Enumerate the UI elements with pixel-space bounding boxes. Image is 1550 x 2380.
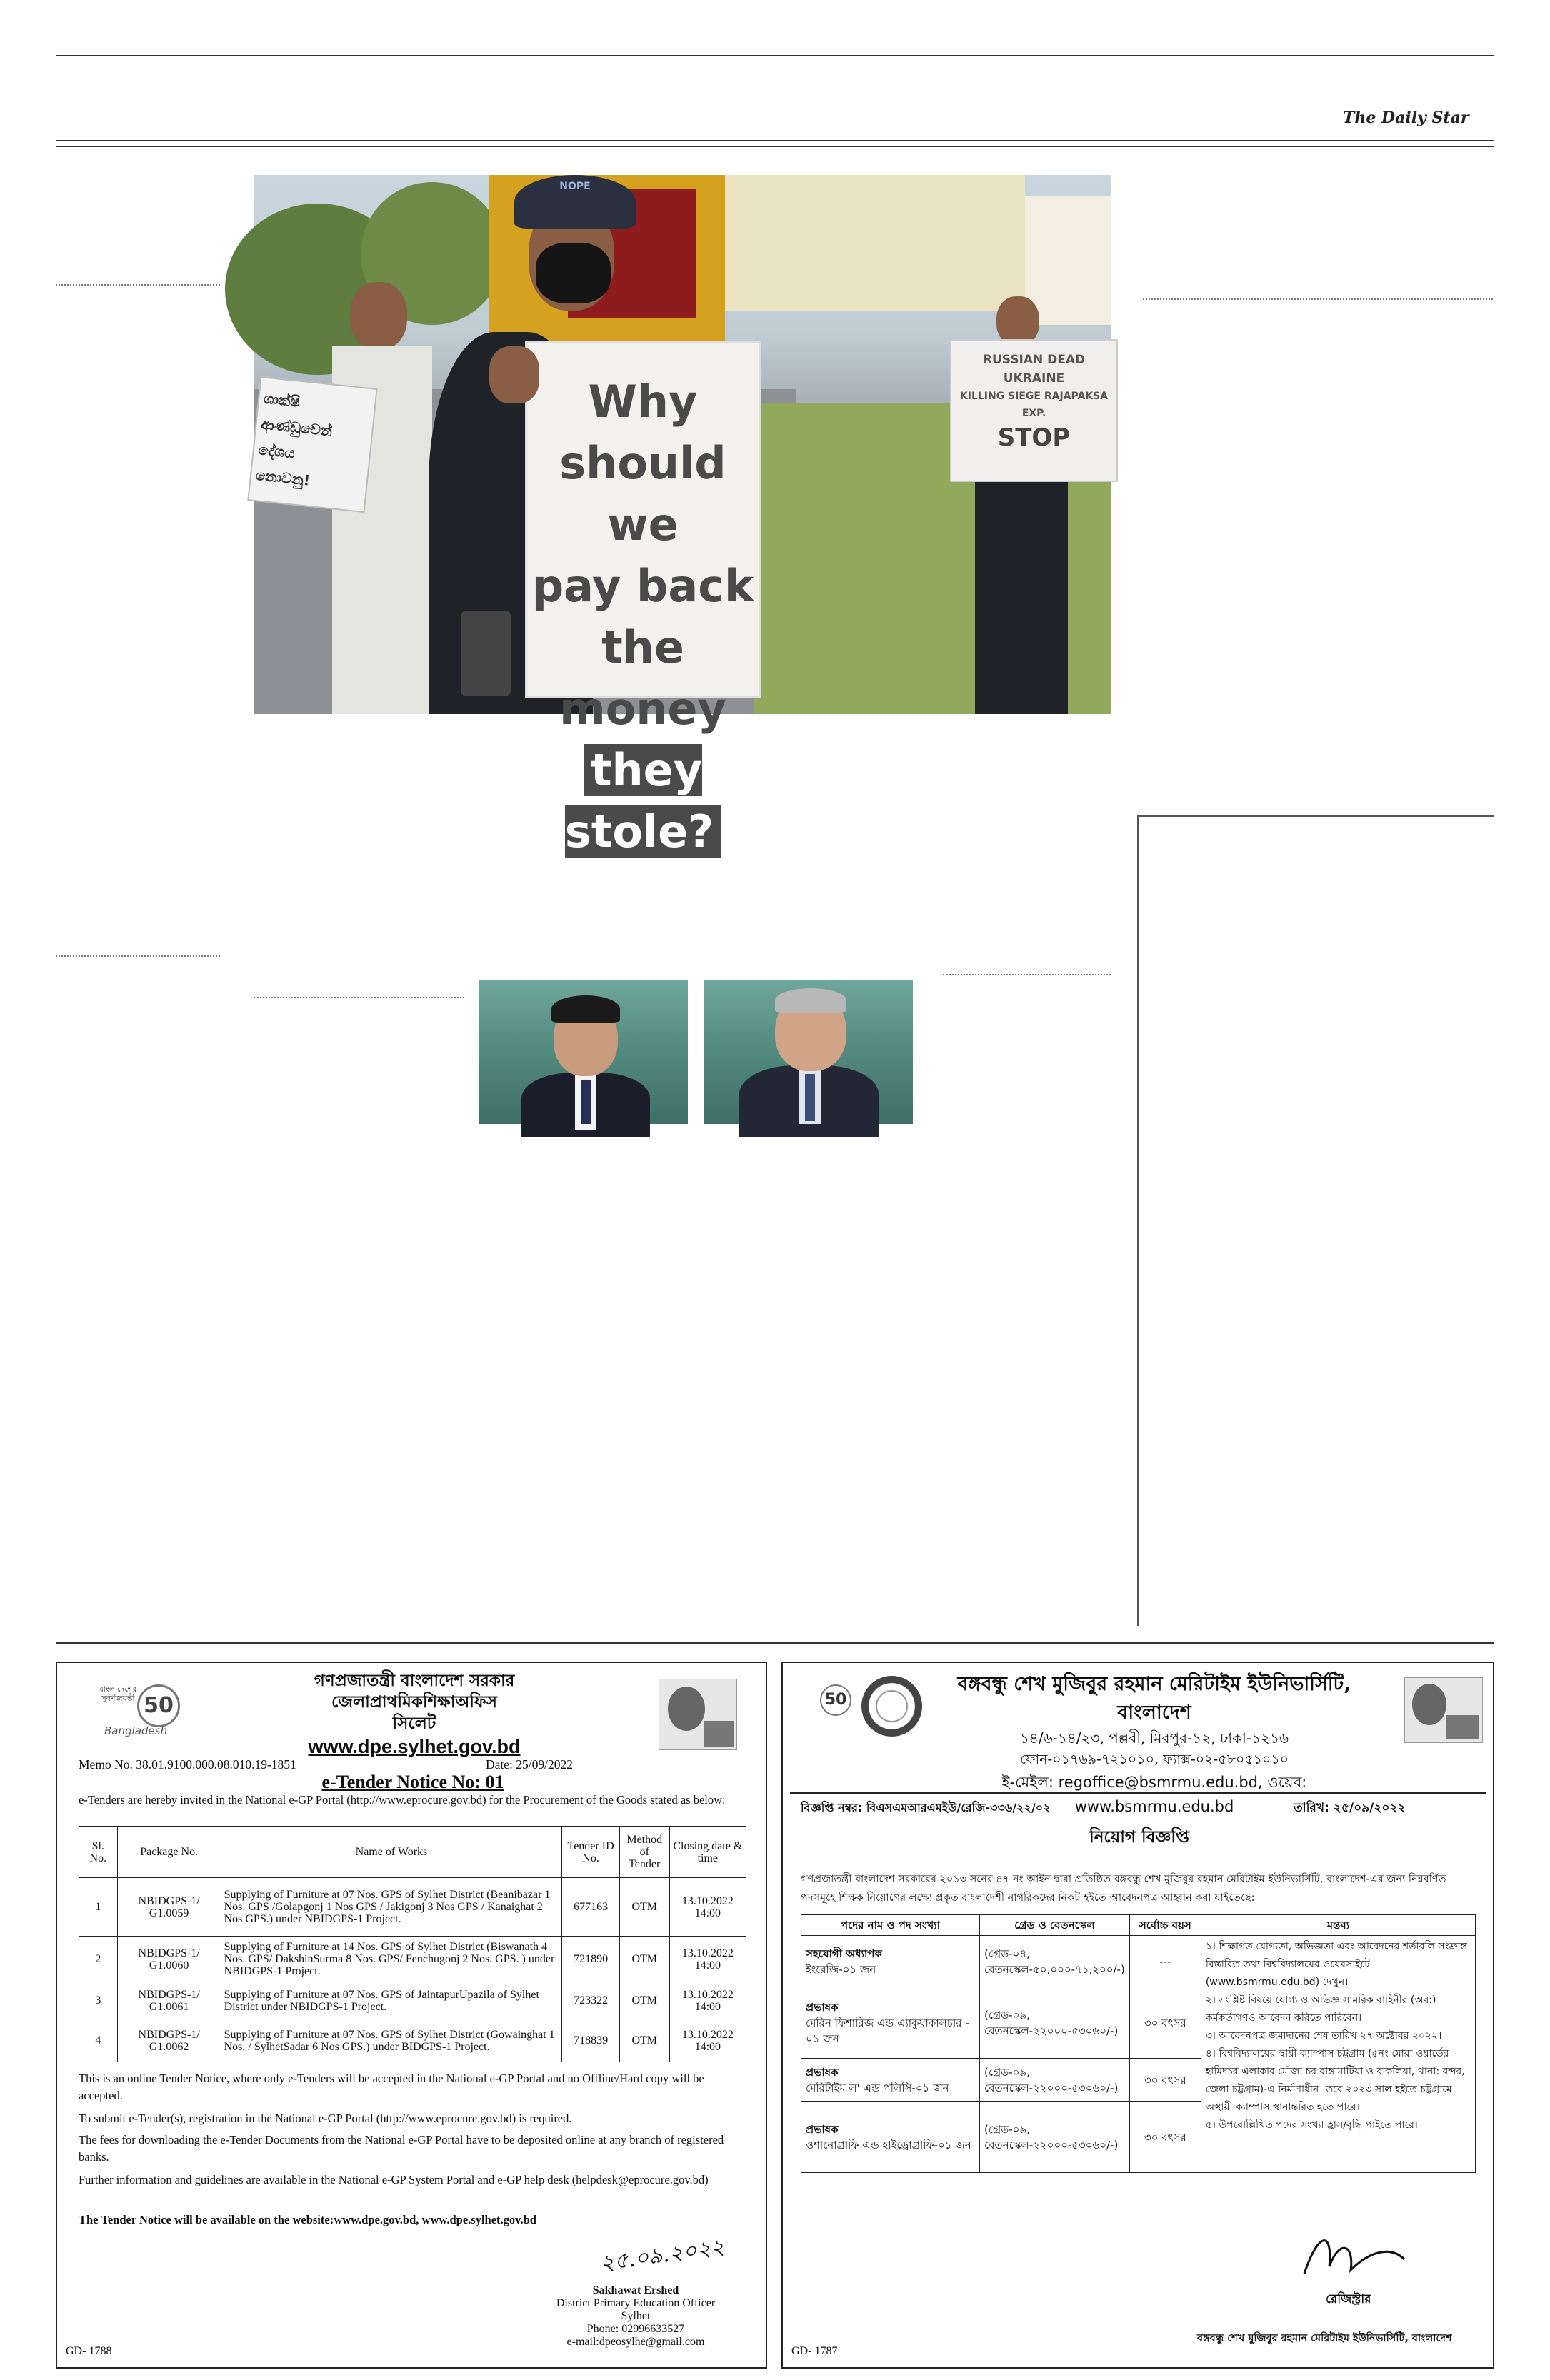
left-man-head [350, 282, 407, 350]
closing-time: 14:00 [694, 1907, 721, 1919]
post-title: প্রভাষক [806, 2122, 839, 2136]
logo-text: Bangladesh [104, 1724, 167, 1737]
portrait-tie [581, 1080, 591, 1124]
closing-time: 14:00 [694, 2000, 721, 2013]
officer-block [514, 2284, 757, 2349]
cell-post [801, 2059, 980, 2102]
university-header [926, 1670, 1383, 1819]
table-row [79, 1937, 746, 1982]
tender-para: The Tender Notice will be available on the website:www.dpe.gov.bd, www.dpe.sylhet.gov.bd [79, 2213, 536, 2226]
notice-title: e-Tender Notice No: 01 [321, 1772, 504, 1792]
protest-sign [525, 341, 761, 858]
cell-age: ৩০ বৎসর [1129, 1987, 1201, 2059]
col-works: Name of Works [221, 1827, 562, 1878]
post-name: ওশানোগ্রাফি এন্ড হাইড্রোগ্রাফি-০১ জন [806, 2138, 971, 2151]
cell-age: ৩০ বৎসর [1129, 2059, 1201, 2102]
cell-age: ৩০ বৎসর [1129, 2102, 1201, 2173]
recruitment-table-header [801, 1915, 1476, 1936]
registrar-role: রেজিস্ট্রার [1326, 2292, 1371, 2306]
university-email[interactable]: ই-মেইল: regoffice@bsmrmu.edu.bd, ওয়েব: www.bsmrmu.edu.bd [1001, 1774, 1307, 1815]
tender-para: Further information and guidelines are available in the National e-GP System Portal and e-GP help desk (helpdesk@eprocure.gov.bd) [79, 2173, 709, 2186]
ad-header-line: সিলেট [392, 1714, 436, 1733]
bangladesh-50-logo [93, 1679, 186, 1754]
remark-item: ৪। বিশ্ববিদ্যালয়ের স্থায়ী ক্যাম্পাস চট্টগ্রাম (৫নং মোরা ওয়ার্ডের হামিদচর এলাকার মৌজা চর রাঙ্গামাটিয়া ও বাকলিয়া, থানা: বন্দর, জেলা চট্টগ্রাম)-এ নির্মাণাধীন। তবে ২০২৩ সাল হইতে চট্টগ্রামে অস্থায়ী ক্যাম্পাস স্থানান্তরিত হতে পারে। [1205, 2048, 1465, 2113]
cell-sl: 4 [79, 2019, 118, 2062]
cell-works: Supplying of Furniture at 07 Nos. GPS of JaintapurUpazila of Sylhet District under NBIDGPS-1 Project. [221, 1982, 562, 2019]
mujib-100-logo [1404, 1677, 1483, 1743]
registrar-org: বঙ্গবন্ধু শেখ মুজিবুর রহমান মেরিটাইম ইউনিভার্সিটি, বাংলাদেশ [1197, 2333, 1452, 2344]
closing-time: 14:00 [694, 1959, 721, 1972]
university-title: বঙ্গবন্ধু শেখ মুজিবুর রহমান মেরিটাইম ইউনিভার্সিটি, বাংলাদেশ [957, 1673, 1351, 1724]
remark-item: ১। শিক্ষাগত যোগ্যতা, অভিজ্ঞতা এবং আবেদনের শর্তাবলি সংক্রান্ত বিস্তারিত তথ্য বিশ্ববিদ্যালয়ের ওয়েবসাইটে (www.bsmrmu.edu.bd) দেখুন। [1205, 1941, 1468, 1988]
right-box-top-border [1137, 815, 1494, 817]
cap-text: NOPE [559, 181, 591, 192]
post-name: ইংরেজি-০১ জন [806, 1962, 876, 1976]
university-phone: ফোন-০১৭৬৯-৭২১০১০, ফ্যাক্স-০২-৫৮০৫১০১০ [1019, 1752, 1289, 1767]
ad-website[interactable]: www.dpe.sylhet.gov.bd [308, 1736, 521, 1757]
officer-signature: ২৫.০৯.২০২২ [599, 2234, 726, 2277]
cell-tender-id: 721890 [562, 1937, 620, 1982]
portrait-photo-left [479, 980, 688, 1124]
protester-cap [514, 175, 636, 229]
cell-tender-id: 677163 [562, 1878, 620, 1937]
tender-para: The fees for downloading the e-Tender Documents from the National e-GP Portal have to be deposited online at any branch of registered banks. [79, 2133, 724, 2164]
tender-table-header [79, 1827, 746, 1878]
portrait-hair [551, 995, 620, 1023]
cell-grade: (গ্রেড-০৯, বেতনস্কেল-২২০০০-৫৩০৬০/-) [980, 2059, 1130, 2102]
cell-method: OTM [619, 1878, 669, 1937]
post-title: প্রভাষক [806, 2065, 839, 2079]
cell-works: Supplying of Furniture at 07 Nos. GPS of Sylhet District (Gowainghat 1 Nos. / SylhetSadar 6 Nos GPS.) under BIDGPS-1 Project. [221, 2019, 562, 2062]
closing-date: 13.10.2022 [681, 1947, 734, 1959]
closing-date: 13.10.2022 [681, 1894, 734, 1907]
mujib-portrait-icon [668, 1687, 705, 1731]
cell-package: NBIDGPS-1/ G1.0062 [117, 2019, 221, 2062]
cell-closing [669, 1878, 746, 1937]
table-row [79, 1878, 746, 1937]
memo-date: Date: 25/09/2022 [486, 1757, 573, 1772]
post-name: মেরিটাইম ল' এন্ড পলিসি-০১ জন [806, 2081, 949, 2094]
left-sign-line: ශාක්ෂි [263, 389, 301, 411]
sign-line: Why [588, 376, 698, 428]
col-package: Package No. [117, 1827, 221, 1878]
column-divider-center-1 [254, 997, 464, 998]
sign-line: the money [559, 621, 726, 735]
officer-title: District Primary Education Officer [556, 2297, 716, 2309]
cell-remarks [1201, 1936, 1475, 2173]
cell-closing [669, 2019, 746, 2062]
mujib-100-mark [704, 1721, 734, 1747]
recruitment-notice-ad [781, 1662, 1494, 2369]
tender-para: To submit e-Tender(s), registration in the National e-GP Portal (http://www.eprocure.gov.bd) is required. [79, 2112, 572, 2125]
remark-item: ৩। আবেদনপত্র জমাদানের শেষ তারিখ ২৭ অক্টোবর ২০২২। [1205, 2030, 1442, 2042]
left-sign-line: දේශය [257, 441, 296, 462]
col-closing: Closing date & time [669, 1827, 746, 1878]
col-age: সর্বোচ্চ বয়স [1129, 1915, 1201, 1936]
post-title: প্রভাষক [806, 2000, 839, 2014]
cell-age: --- [1129, 1936, 1201, 1987]
table-row [79, 2019, 746, 2062]
notice-intro: e-Tenders are hereby invited in the National e-GP Portal (http://www.eprocure.gov.bd) for the Procurement of the Goods stated as below: [79, 1793, 726, 1807]
cell-tender-id: 718839 [562, 2019, 620, 2062]
remark-item: ২। সংশ্লিষ্ট বিষয়ে যোগ্য ও অভিজ্ঞ সামরিক বাহিনীর (অব:) কর্মকর্তাগণও আবেদন করিতে পারিবেন। [1205, 1994, 1436, 2024]
logo-small-text: বাংলাদেশের সুবর্ণজয়ন্তী [99, 1684, 137, 1703]
post-name: মেরিন ফিশারিজ এন্ড এ্যাকুয়াকালচার - ০১ জন [806, 2016, 969, 2045]
cell-tender-id: 723322 [562, 1982, 620, 2019]
sign-line: should we [559, 437, 726, 551]
tender-notice-ad [56, 1662, 767, 2369]
photo-building-2 [1025, 196, 1111, 325]
mujib-100-logo [659, 1679, 737, 1750]
col-post: পদের নাম ও পদ সংখ্যা [801, 1915, 980, 1936]
ads-top-rule [56, 1642, 1494, 1644]
cell-package: NBIDGPS-1/ G1.0059 [117, 1878, 221, 1937]
post-title: সহযোগী অধ্যাপক [806, 1947, 882, 1960]
ad-header-line: গণপ্রজাতন্ত্রী বাংলাদেশ সরকার [314, 1672, 515, 1690]
officer-email[interactable]: e-mail:dpeosylhe@gmail.com [566, 2336, 705, 2348]
column-divider-right-1 [1143, 298, 1493, 300]
right-box-left-border [1137, 815, 1139, 1626]
cell-method: OTM [619, 1982, 669, 2019]
left-sign-line: නොවනු! [254, 466, 311, 489]
cell-sl: 2 [79, 1937, 118, 1982]
right-sign-line: KILLING SIEGE RAJAPAKSA [959, 391, 1109, 402]
closing-date: 13.10.2022 [681, 1988, 734, 2001]
officer-phone: Phone: 02996633527 [586, 2323, 685, 2335]
col-sl: Sl. No. [79, 1827, 118, 1878]
mujib-100-mark [1446, 1715, 1479, 1739]
memo-number: Memo No. 38.01.9100.000.08.010.19-1851 [79, 1757, 296, 1772]
right-sign-line: EXP. [1021, 408, 1046, 419]
table-row [801, 1936, 1476, 1987]
university-address: ১৪/৬-১৪/২৩, পল্লবী, মিরপুর-১২, ঢাকা-১২১৬ [1019, 1729, 1289, 1747]
closing-time: 14:00 [694, 2040, 721, 2053]
right-sign-line: RUSSIAN DEAD UKRAINE [982, 353, 1086, 386]
cell-works: Supplying of Furniture at 07 Nos. GPS of Sylhet District (Beanibazar 1 Nos. GPS /Golapgonj 1 Nos GPS / Jakigonj 3 Nos GPS / Kanaighat 2 Nos GPS.) under NBIDGPS-1 Project. [221, 1878, 562, 1937]
cell-grade: (গ্রেড-০৪, বেতনস্কেল-৫০,০০০-৭১,২০০/-) [980, 1936, 1130, 1987]
protest-photo [254, 175, 1111, 858]
tender-para: This is an online Tender Notice, where only e-Tenders will be accepted in the National e-GP Portal and no Offline/Hard copy will be accepted. [79, 2072, 704, 2102]
header-rule-2 [56, 146, 1494, 147]
column-divider-center-2 [943, 974, 1111, 975]
col-tender-id: Tender ID No. [562, 1827, 620, 1878]
cell-sl: 3 [79, 1982, 118, 2019]
registrar-signature [1297, 2224, 1411, 2288]
portrait-tie [805, 1074, 815, 1121]
masthead: The Daily Star [1343, 109, 1469, 127]
logo-number: 50 [820, 1684, 851, 1716]
cell-closing [669, 1982, 746, 2019]
photo-building [725, 175, 1025, 311]
column-divider-left-1 [56, 284, 220, 286]
cell-package: NBIDGPS-1/ G1.0061 [117, 1982, 221, 2019]
ad-header [236, 1670, 593, 1759]
officer-place: Sylhet [621, 2310, 651, 2322]
right-sign [950, 339, 1118, 482]
university-seal-icon [861, 1676, 922, 1737]
protester-phone [461, 611, 511, 696]
notice-intro: গণপ্রজাতন্ত্রী বাংলাদেশ সরকারের ২০১৩ সনের ৪৭ নং আইন দ্বারা প্রতিষ্ঠিত বঙ্গবন্ধু শেখ মুজিবুর রহমান মেরিটাইম ইউনিভার্সিটি, বাংলাদেশ-এর জন্য নিম্নবর্ণিত পদসমূহে শিক্ষক নিয়োগের লক্ষ্যে প্রকৃত বাংলাদেশী নাগরিকদের নিকট হইতে আবেদনপত্র আহ্বান করা যাইতেছে: [801, 1874, 1446, 1904]
tender-table [79, 1826, 746, 2062]
gd-code: GD- 1788 [66, 2345, 112, 2357]
recruitment-table [801, 1914, 1476, 2173]
right-sign-line: STOP [997, 423, 1071, 452]
header-rule-1 [56, 140, 1494, 141]
closing-date: 13.10.2022 [681, 2028, 734, 2041]
cell-works: Supplying of Furniture at 14 Nos. GPS of Sylhet District (Biswanath 4 Nos. GPS/ DakshinSurma 8 Nos. GPS/ Fenchugonj 2 Nos. GPS. ) under NBIDGPS-1 Project. [221, 1937, 562, 1982]
cell-package: NBIDGPS-1/ G1.0060 [117, 1937, 221, 1982]
officer-name: Sakhawat Ershed [592, 2284, 679, 2296]
header-divider [790, 1792, 1486, 1794]
left-sign [247, 376, 377, 513]
sign-line-highlight: they stole? [565, 744, 721, 858]
cell-post [801, 1936, 980, 1987]
cell-grade: (গ্রেড-০৯, বেতনস্কেল-২২০০০-৫৩০৬০/-) [980, 2102, 1130, 2173]
remark-item: ৫। উপরোল্লিখিত পদের সংখ্যা হ্রাস/বৃদ্ধি পাইতে পারে। [1205, 2119, 1418, 2131]
bangladesh-50-logo [791, 1682, 856, 1732]
cell-grade: (গ্রেড-০৯, বেতনস্কেল-২২০০০-৫৩০৬০/-) [980, 1987, 1130, 2059]
notice-date: তারিখ: ২৫/০৯/২০২২ [1294, 1801, 1406, 1815]
col-method: Method of Tender [619, 1827, 669, 1878]
cell-method: OTM [619, 1937, 669, 1982]
table-row [79, 1982, 746, 2019]
cell-sl: 1 [79, 1878, 118, 1937]
ad-header-line: জেলাপ্রাথমিকশিক্ষাঅফিস [331, 1693, 497, 1712]
column-divider-left-2 [56, 955, 220, 957]
col-grade: গ্রেড ও বেতনস্কেল [980, 1915, 1130, 1936]
cell-post [801, 2102, 980, 2173]
protester-hand [489, 346, 539, 403]
left-sign-line: ආණ්ඩුවෙන් [260, 415, 334, 440]
top-rule [56, 55, 1494, 56]
cell-post [801, 1987, 980, 2059]
sign-line: pay back [531, 560, 754, 612]
protester-mask [536, 243, 611, 303]
portrait-photo-right [704, 980, 913, 1124]
notice-title: নিয়োগ বিজ্ঞপ্তি [1089, 1828, 1189, 1847]
notice-reference: বিজ্ঞপ্তি নম্বর: বিএসএমআরএমইউ/রেজি-৩৩৬/২২/০২ [801, 1801, 1051, 1814]
gd-code: GD- 1787 [791, 2345, 838, 2357]
cell-method: OTM [619, 2019, 669, 2062]
col-remarks: মন্তব্য [1201, 1915, 1475, 1936]
portrait-hair [775, 988, 846, 1013]
logo-number: 50 [137, 1684, 180, 1727]
cell-closing [669, 1937, 746, 1982]
mujib-portrait-icon [1412, 1684, 1446, 1725]
